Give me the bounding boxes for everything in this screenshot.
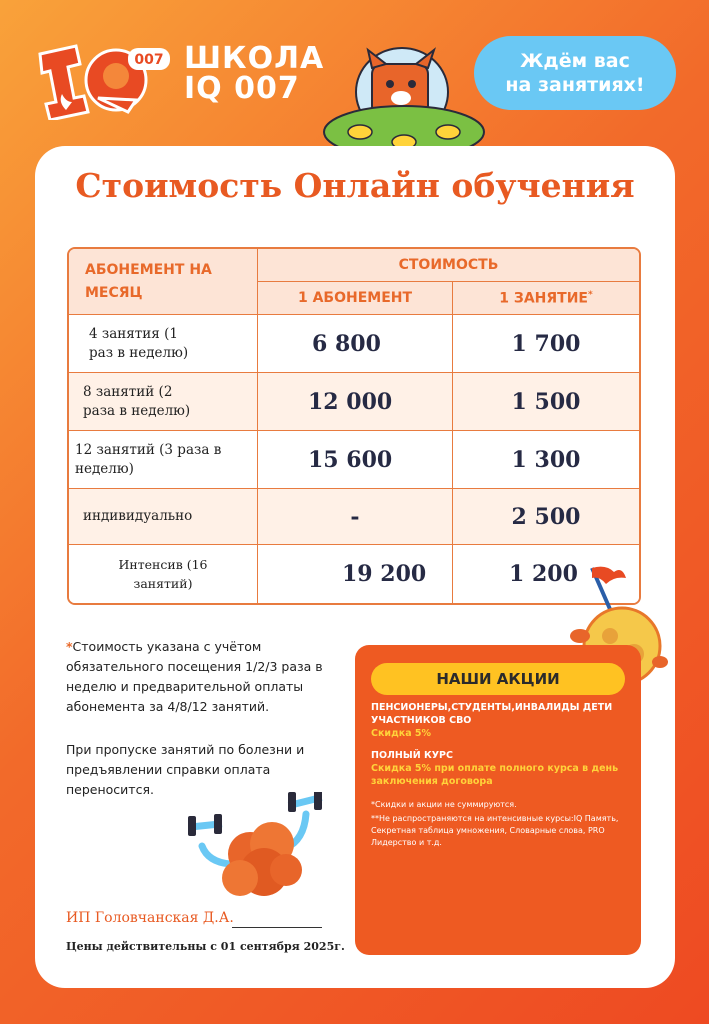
- price-note: [66, 637, 336, 717]
- iq-logo: [36, 40, 176, 120]
- row-label: 8 занятий (2 раза в неделю): [69, 373, 258, 431]
- brain-dumbbell-illustration: [188, 792, 328, 904]
- validity-note: Цены действительны с 01 сентября 2025г.: [66, 940, 345, 953]
- table-row: [69, 373, 639, 431]
- ufo-fox-illustration: [320, 34, 490, 164]
- header-lesson-price: [453, 282, 639, 315]
- promo-section-2: [371, 749, 627, 788]
- note-star: *: [66, 639, 73, 654]
- row-subscription-price: 19 200: [258, 545, 453, 603]
- school-name: [184, 41, 325, 106]
- promo-footnote-2: **Не распространяются на интенсивные курсы:IQ Память, Секретная таблица умножения, Словарные слова, PRO Лидерство и т.д.: [371, 814, 619, 847]
- row-subscription-price: 6 800: [258, 315, 453, 373]
- header-lesson-price-mark: *: [588, 289, 593, 300]
- row-label: 4 занятия (1 раз в неделю): [69, 315, 258, 373]
- promo-footnote-1: *Скидки и акции не суммируются.: [371, 800, 517, 809]
- signature-line: [232, 927, 322, 928]
- table-row: [69, 489, 639, 545]
- absence-note: При пропуске занятий по болезни и предъявлении справки оплата переносится.: [66, 742, 305, 797]
- promo-section-2-head: ПОЛНЫЙ КУРС: [371, 750, 453, 761]
- note-text: Стоимость указана с учётом обязательного посещения 1/2/3 раза в неделю и предварительной оплаты абонемента за 4/8/12 занятий.: [66, 639, 323, 714]
- row-lesson-price: 2 500: [453, 489, 639, 545]
- header-subscription-price: 1 АБОНЕМЕНТ: [258, 282, 453, 315]
- signature: ИП Головчанская Д.А.: [66, 910, 234, 926]
- row-lesson-price: 1 200: [453, 545, 639, 603]
- header-lesson-price-label: 1 ЗАНЯТИЕ: [499, 290, 588, 307]
- logo-badge: 007: [134, 52, 164, 68]
- row-lesson-price: 1 300: [453, 431, 639, 489]
- row-lesson-price: 1 700: [453, 315, 639, 373]
- promo-section-1: [371, 701, 627, 740]
- row-label: Интенсив (16 занятий): [69, 545, 258, 603]
- row-subscription-price: 12 000: [258, 373, 453, 431]
- school-name-line2: IQ 007: [184, 71, 300, 106]
- promo-title: НАШИ АКЦИИ: [371, 663, 625, 695]
- page-title: Стоимость Онлайн обучения: [75, 166, 635, 205]
- price-table: [67, 247, 641, 605]
- promo-section-1-head: ПЕНСИОНЕРЫ,СТУДЕНТЫ,ИНВАЛИДЫ ДЕТИ УЧАСТНИКОВ СВО: [371, 702, 613, 726]
- row-subscription-price: -: [258, 489, 453, 545]
- row-lesson-price: 1 500: [453, 373, 639, 431]
- promo-panel: [355, 645, 641, 955]
- table-row: [69, 315, 639, 373]
- promo-section-1-value: Скидка 5%: [371, 728, 432, 739]
- table-row: [69, 545, 639, 603]
- table-row: [69, 431, 639, 489]
- welcome-bubble: [474, 36, 676, 110]
- row-label: индивидуально: [69, 489, 258, 545]
- row-subscription-price: 15 600: [258, 431, 453, 489]
- welcome-line1: Ждём вас: [520, 50, 630, 72]
- promo-section-2-value: Скидка 5% при оплате полного курса в день заключения договора: [371, 763, 619, 787]
- school-name-line1: ШКОЛА: [184, 41, 325, 76]
- row-label: 12 занятий (3 раза в неделю): [69, 431, 258, 489]
- header-subscription: АБОНЕМЕНТ НА МЕСЯЦ: [69, 249, 258, 315]
- header-cost: СТОИМОСТЬ: [258, 249, 639, 282]
- welcome-line2: на занятиях!: [505, 74, 645, 96]
